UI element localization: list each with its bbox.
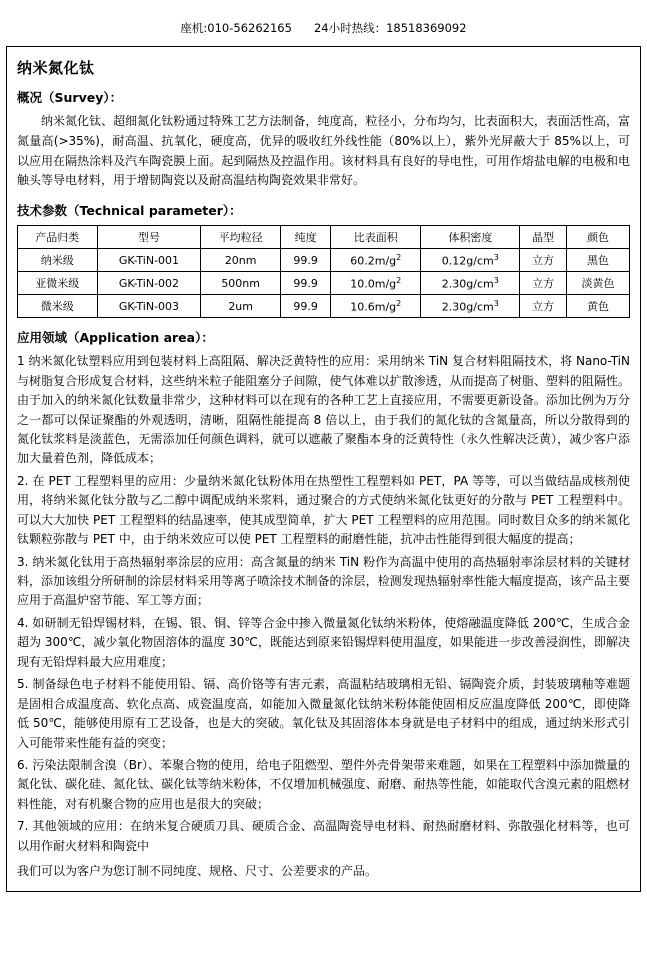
cell-category: 亚微米级 [18,272,98,295]
cell-crystal: 立方 [520,249,567,272]
cell-color: 黄色 [566,295,629,318]
application-item: 2. 在 PET 工程塑料里的应用：少量纳米氮化钛粉体用在热塑性工程塑料如 PET，PA 等等，可以当做结晶成核剂使用，将纳米氮化钛分散与乙二醇中调配成纳米浆料，通过聚合的方式使纳米氮化钛更好的分散与 PET 工程塑料中。可以大大加快 PET 工程塑料的结晶速率，使其成型简单，扩大 PET 工程塑料的应用范围。同时数目众多的纳米氮化钛颗粒弥散与 PET 中，由于纳米效应可以使 PET 工程塑料的耐磨性能，抗冲击性能得到很大幅度的提高； [17,473,630,547]
cell-particle-size: 500nm [201,272,281,295]
document-body [6,46,641,892]
cell-color: 黑色 [566,249,629,272]
spec-table [17,225,630,318]
col-category: 产品归类 [18,226,98,249]
table-header-row [18,226,630,249]
cell-color: 淡黄色 [566,272,629,295]
cell-density: $2.30g/cm^3$ [421,295,520,318]
cell-density: $2.30g/cm^3$ [421,272,520,295]
landline-text: 座机:010-56262165 [180,21,292,35]
cell-purity: 99.9 [280,272,330,295]
col-ssa: 比表面积 [331,226,421,249]
cell-purity: 99.9 [280,249,330,272]
section-heading-application: 应用领域（Application area）： [17,330,214,346]
application-item: 3. 纳米氮化钛用于高热辐射率涂层的应用：高含氮量的纳米 TiN 粉作为高温中使用的高热辐射率涂层材料的关键材料，添加该组分所研制的涂层材料采用等离子喷涂技术制备的涂层，检测发现热辐射率性能大幅度提高，该产品主要应用于高温炉窑节能、军工等方面； [17,554,630,608]
application-item: 7. 其他领域的应用：在纳米复合硬质刀具、硬质合金、高温陶瓷导电材料、耐热耐磨材料、弥散强化材料等，也可以用作耐火材料和陶瓷中 [17,819,630,853]
section-heading-technical: 技术参数（Technical parameter）： [17,203,242,219]
table-row [18,249,630,272]
col-bulk-density: 体积密度 [421,226,520,249]
hotline-text: 24小时热线：18518369092 [313,21,467,35]
col-crystal: 晶型 [520,226,567,249]
application-item: 5. 制备绿色电子材料不能使用铅、镉、高价铬等有害元素，高温粘结玻璃相无铅、镉陶瓷介质，封装玻璃釉等难题是固相合成温度高、软化点高、成瓷温度高，如能加入微量氮化钛纳米粉体能使固相反应温度降低 200℃，即使降低 50℃，能够使用原有工艺设备，也是大的突破。氧化钛及其固溶体本身就是电子材料中的组成，通过纳米形式引入可能带来性能有益的突变； [17,677,630,750]
section-heading-survey: 概况（Survey）： [17,90,123,105]
application-item: 4. 如研制无铅焊锡材料，在锡、银、铜、锌等合金中掺入微量氮化钛纳米粉体，使熔融温度降低 200℃，生成合金超为 300℃，减少氧化物固溶体的温度 30℃，既能达到原来铅锡焊料使用温度，如果能进一步改善浸润性，即解决现有无铅焊料最大应用难度； [17,615,630,669]
application-list [17,352,630,856]
cell-particle-size: 20nm [201,249,281,272]
cell-ssa: $10.0m/g^2$ [331,272,421,295]
application-item: 1 纳米氮化钛塑料应用到包装材料上高阻隔、解决泛黄特性的应用：采用纳米 TiN 复合材料阻隔技术，将 Nano-TiN 与树脂复合形成复合材料，这些纳米粒子能阻塞分子间隙，使气体难以扩散渗透，从而提高了树脂、塑料的阻隔性。由于加入的纳米氮化钛数量非常少，这种材料可以在现有的各种工艺上直接应用，不需要更新设备。添加比例为万分之一都可以保证聚酯的外观透明，清晰，阻隔性能提高 8 倍以上，由于我们的氮化钛的含氮量高，所以分散得到的氮化钛浆料是淡蓝色，无需添加任何颜色调料，就可以遮蔽了聚酯本身的泛黄特性（永久性解决泛黄），减少客户添加大量着色剂，降低成本； [17,354,630,466]
cell-model: GK-TiN-002 [97,272,201,295]
survey-paragraph: 纳米氮化钛、超细氮化钛粉通过特殊工艺方法制备，纯度高，粒径小，分布均匀，比表面积大，表面活性高，富氮量高(>35%)，耐高温、抗氧化，硬度高，优异的吸收红外线性能（80%以上），紫外光屏蔽大于 85%以上，可以应用在隔热涂料及汽车陶瓷膜上面。起到隔热及控温作用。该材料具有良好的导电性，可用作熔盐电解的电极和电触头等导电材料，用于增韧陶瓷以及耐高温结构陶瓷效果非常好。 [17,114,630,188]
cell-crystal: 立方 [520,272,567,295]
cell-category: 纳米级 [18,249,98,272]
closing-statement: 我们可以为客户为您订制不同纯度、规格、尺寸、公差要求的产品。 [17,864,378,879]
cell-purity: 99.9 [280,295,330,318]
table-row [18,272,630,295]
col-particle-size: 平均粒径 [201,226,281,249]
application-item: 6. 污染法限制含溴（Br）、苯聚合物的使用，给电子阻燃型、塑件外壳骨架带来难题，如果在工程塑料中添加微量的氮化钛、碳化硅、氮化钛、碳化钛等纳米粉体，不仅增加机械强度、耐磨、耐热等性能，如能取代含溴元素的阻燃材料性能，对有机聚合物的应用也是很大的突破； [17,757,630,811]
contact-bar [0,0,647,46]
cell-category: 微米级 [18,295,98,318]
cell-ssa: $10.6m/g^2$ [331,295,421,318]
cell-density: $0.12g/cm^3$ [421,249,520,272]
page-title: 纳米氮化钛 [17,59,95,77]
cell-ssa: $60.2m/g^2$ [331,249,421,272]
col-model: 型号 [97,226,201,249]
cell-crystal: 立方 [520,295,567,318]
cell-model: GK-TiN-001 [97,249,201,272]
cell-particle-size: 2um [201,295,281,318]
col-color: 颜色 [566,226,629,249]
cell-model: GK-TiN-003 [97,295,201,318]
col-purity: 纯度 [280,226,330,249]
table-row [18,295,630,318]
